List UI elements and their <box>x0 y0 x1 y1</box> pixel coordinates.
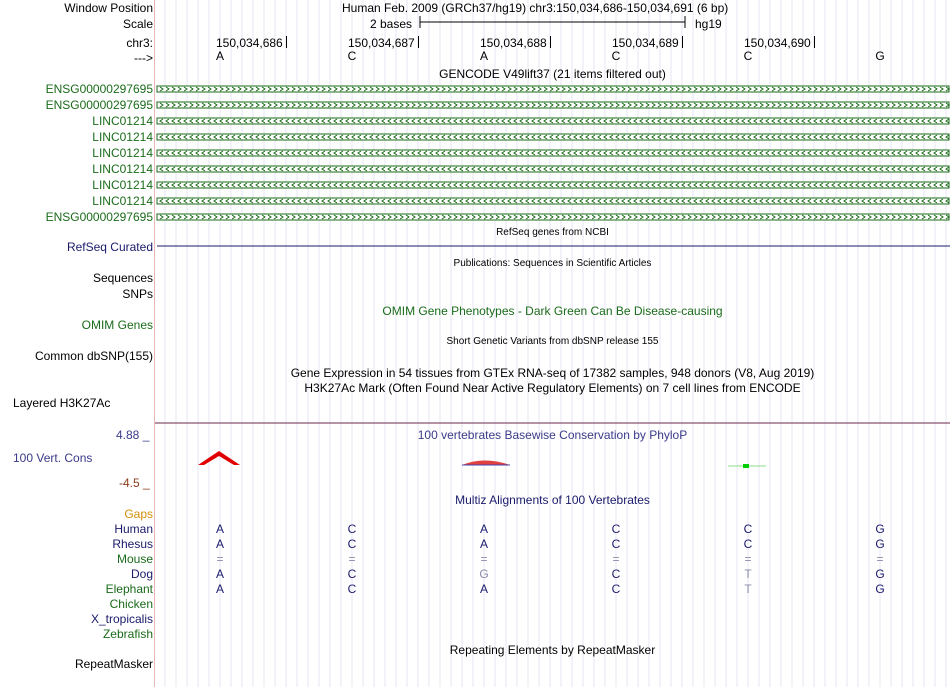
multiz-species-label[interactable]: Rhesus <box>112 537 153 551</box>
reference-base: G <box>875 49 885 63</box>
repeatmasker-track-title[interactable]: Repeating Elements by RepeatMasker <box>449 643 656 657</box>
h3k27ac-track-title[interactable]: H3K27Ac Mark (Often Found Near Active Regulatory Elements) on 7 cell lines from ENCODE <box>304 381 801 395</box>
multiz-species-label[interactable]: Zebrafish <box>102 627 153 641</box>
omim-track-label[interactable]: OMIM Genes <box>81 318 153 332</box>
multiz-aligned-base: G <box>875 567 885 581</box>
gencode-item-label[interactable]: LINC01214 <box>92 194 153 208</box>
publications-track-title[interactable]: Publications: Sequences in Scientific Articles <box>453 258 652 269</box>
multiz-aligned-base: C <box>611 537 621 551</box>
gencode-item-label[interactable]: LINC01214 <box>92 178 153 192</box>
ruler-tick <box>550 36 551 48</box>
gencode-item-label[interactable]: ENSG00000297695 <box>45 98 153 112</box>
gencode-item-bar <box>157 182 949 188</box>
multiz-aligned-base: C <box>347 567 357 581</box>
multiz-aligned-base: C <box>347 582 357 596</box>
phylop-peak-1 <box>198 451 240 465</box>
publications-sequences-label[interactable]: Sequences <box>92 271 153 285</box>
scale-db-text: hg19 <box>695 17 722 31</box>
h3k27ac-track-label[interactable]: Layered H3K27Ac <box>13 396 111 410</box>
multiz-aligned-base: G <box>875 582 885 596</box>
reference-base: C <box>347 49 357 63</box>
multiz-aligned-base: T <box>744 567 752 581</box>
multiz-aligned-base: = <box>216 552 224 566</box>
gencode-item-label[interactable]: ENSG00000297695 <box>45 82 153 96</box>
ruler-coordinate: 150,034,686 <box>216 36 283 50</box>
multiz-species-label[interactable]: X_tropicalis <box>90 612 153 626</box>
scale-bases-text: 2 bases <box>370 17 413 31</box>
multiz-aligned-base: = <box>612 552 620 566</box>
multiz-aligned-base: A <box>479 582 488 596</box>
multiz-species-label[interactable]: Mouse <box>116 552 153 566</box>
multiz-aligned-base: C <box>743 537 753 551</box>
multiz-aligned-base: A <box>215 522 224 536</box>
multiz-aligned-base: A <box>215 537 224 551</box>
strand-label[interactable]: ---> <box>134 51 153 65</box>
gencode-item-bar <box>157 150 949 156</box>
multiz-aligned-base: = <box>744 552 752 566</box>
multiz-species-label[interactable]: Human <box>114 522 153 536</box>
scale-label: Scale <box>122 17 153 31</box>
phylop-track-title[interactable]: 100 vertebrates Basewise Conservation by PhyloP <box>417 428 688 442</box>
gencode-item-label[interactable]: LINC01214 <box>92 114 153 128</box>
gencode-item-label[interactable]: LINC01214 <box>92 146 153 160</box>
multiz-aligned-base: = <box>480 552 488 566</box>
chrom-label: chr3: <box>126 36 153 50</box>
multiz-aligned-base: = <box>876 552 884 566</box>
gencode-item-bar <box>157 198 949 204</box>
ruler-coordinate: 150,034,688 <box>480 36 547 50</box>
reference-base: A <box>215 49 224 63</box>
gtex-track-title[interactable]: Gene Expression in 54 tissues from GTEx RNA-seq of 17382 samples, 948 donors (V8, Aug 2019) <box>290 366 815 380</box>
ruler-tick <box>286 36 287 48</box>
ruler-coordinate: 150,034,690 <box>744 36 811 50</box>
repeatmasker-track-label[interactable]: RepeatMasker <box>74 657 153 671</box>
multiz-aligned-base: A <box>215 582 224 596</box>
ruler-tick <box>682 36 683 48</box>
multiz-track-title[interactable]: Multiz Alignments of 100 Vertebrates <box>455 493 650 507</box>
multiz-aligned-base: G <box>875 537 885 551</box>
gencode-item-label[interactable]: LINC01214 <box>92 162 153 176</box>
phylop-max-label: 4.88 _ <box>116 428 150 442</box>
gencode-item-bar <box>157 166 949 172</box>
publications-snps-label[interactable]: SNPs <box>122 287 153 301</box>
multiz-species-label[interactable]: Elephant <box>105 582 153 596</box>
refseq-track-label[interactable]: RefSeq Curated <box>66 240 153 254</box>
gencode-item-bar <box>157 134 949 140</box>
ruler-tick <box>814 36 815 48</box>
assembly-position-text[interactable]: Human Feb. 2009 (GRCh37/hg19) chr3:150,034,686-150,034,691 (6 bp) <box>342 1 729 15</box>
reference-base: A <box>479 49 488 63</box>
reference-base: C <box>743 49 753 63</box>
gencode-item-label[interactable]: ENSG00000297695 <box>45 210 153 224</box>
dbsnp-track-label[interactable]: Common dbSNP(155) <box>34 349 153 363</box>
multiz-aligned-base: C <box>611 567 621 581</box>
multiz-aligned-base: A <box>215 567 224 581</box>
refseq-track-title[interactable]: RefSeq genes from NCBI <box>496 227 609 238</box>
multiz-aligned-base: = <box>348 552 356 566</box>
multiz-aligned-base: T <box>744 582 752 596</box>
ruler-coordinate: 150,034,689 <box>612 36 679 50</box>
ruler-coordinate: 150,034,687 <box>348 36 415 50</box>
multiz-species-label[interactable]: Dog <box>130 567 153 581</box>
window-position-label: Window Position <box>64 1 153 15</box>
ruler-tick <box>418 36 419 48</box>
multiz-gaps-label: Gaps <box>124 507 153 521</box>
omim-track-title[interactable]: OMIM Gene Phenotypes - Dark Green Can Be Disease-causing <box>382 304 723 318</box>
multiz-aligned-base: C <box>743 522 753 536</box>
multiz-aligned-base: C <box>611 582 621 596</box>
multiz-aligned-base: A <box>479 537 488 551</box>
gencode-item-bar <box>157 118 949 124</box>
multiz-species-label[interactable]: Chicken <box>109 597 153 611</box>
multiz-aligned-base: C <box>347 537 357 551</box>
phylop-peak-2 <box>462 461 510 466</box>
multiz-aligned-base: G <box>479 567 489 581</box>
multiz-aligned-base: A <box>479 522 488 536</box>
multiz-aligned-base: G <box>875 522 885 536</box>
multiz-aligned-base: C <box>611 522 621 536</box>
phylop-track-label[interactable]: 100 Vert. Cons <box>13 451 93 465</box>
gencode-track-title[interactable]: GENCODE V49lift37 (21 items filtered out) <box>439 67 666 81</box>
phylop-min-label: -4.5 _ <box>119 476 150 490</box>
gencode-item-label[interactable]: LINC01214 <box>92 130 153 144</box>
reference-base: C <box>611 49 621 63</box>
phylop-low-mark <box>743 464 749 468</box>
multiz-aligned-base: C <box>347 522 357 536</box>
dbsnp-track-title[interactable]: Short Genetic Variants from dbSNP release 155 <box>446 336 659 347</box>
